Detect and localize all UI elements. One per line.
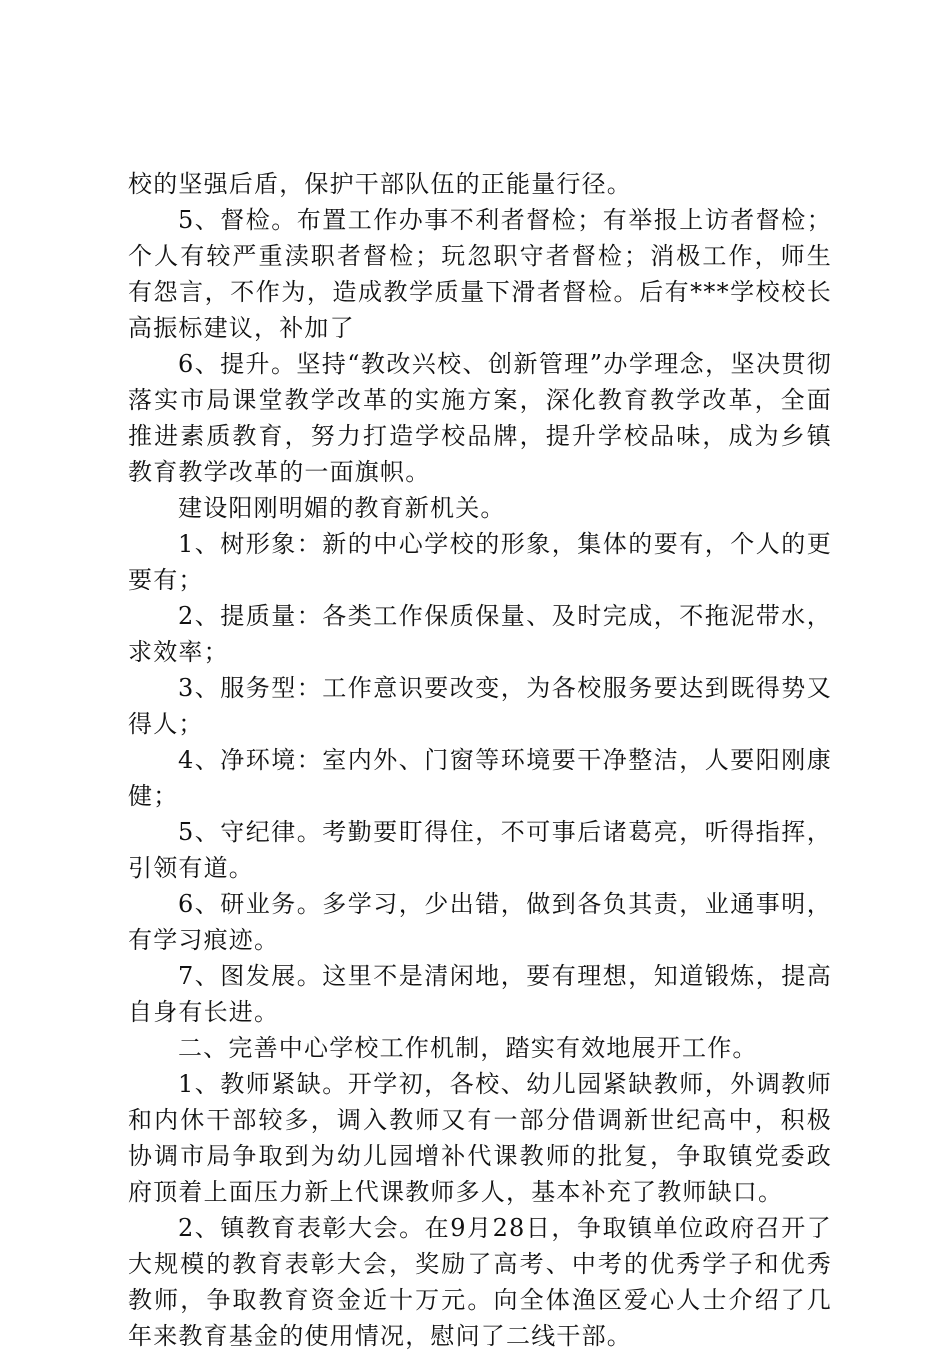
paragraph-commendation-meeting: 2、镇教育表彰大会。在9月28日，争取镇单位政府召开了大规模的教育表彰大会，奖励了高考、中考的优秀学子和优秀教师，争取教育资金近十万元。向全体渔区爱心人士介绍了几年来教育基金的使用情况，慰问了二线干部。 — [128, 1214, 832, 1350]
paragraph-inspection: 5、督检。布置工作办事不利者督检；有举报上访者督检；个人有较严重渎职者督检；玩忽职守者督检；消极工作，师生有怨言，不作为，造成教学质量下滑者督检。后有***学校校长高振标建议，补加了 — [128, 206, 832, 342]
paragraph-service: 3、服务型：工作意识要改变，为各校服务要达到既得势又得人； — [128, 674, 832, 738]
paragraph-development: 7、图发展。这里不是清闲地，要有理想，知道锻炼，提高自身有长进。 — [128, 962, 832, 1026]
paragraph-environment: 4、净环境：室内外、门窗等环境要干净整洁，人要阳刚康健； — [128, 746, 832, 810]
paragraph-discipline: 5、守纪律。考勤要盯得住，不可事后诸葛亮，听得指挥，引领有道。 — [128, 818, 832, 882]
paragraph-image: 1、树形象：新的中心学校的形象，集体的要有，个人的更要有； — [128, 530, 832, 594]
paragraph-new-office-heading: 建设阳刚明媚的教育新机关。 — [178, 494, 506, 522]
paragraph-quality: 2、提质量：各类工作保质保量、及时完成，不拖泥带水，求效率； — [128, 602, 832, 666]
paragraph-business: 6、研业务。多学习，少出错，做到各负其责，业通事明，有学习痕迹。 — [128, 890, 832, 954]
paragraph-teacher-shortage: 1、教师紧缺。开学初，各校、幼儿园紧缺教师，外调教师和内休干部较多，调入教师又有一部分借调新世纪高中，积极协调市局争取到为幼儿园增补代课教师的批复，争取镇党委政府顶着上面压力新上代课教师多人，基本补充了教师缺口。 — [128, 1070, 832, 1206]
section-heading-mechanism: 二、完善中心学校工作机制，踏实有效地展开工作。 — [178, 1034, 758, 1062]
paragraph-continuation: 校的坚强后盾，保护干部队伍的正能量行径。 — [128, 170, 632, 198]
paragraph-improvement: 6、提升。坚持“教改兴校、创新管理”办学理念，坚决贯彻落实市局课堂教学改革的实施方案，深化教育教学改革，全面推进素质教育，努力打造学校品牌，提升学校品味，成为乡镇教育教学改革的一面旗帜。 — [128, 350, 832, 486]
document-body — [128, 166, 832, 1354]
